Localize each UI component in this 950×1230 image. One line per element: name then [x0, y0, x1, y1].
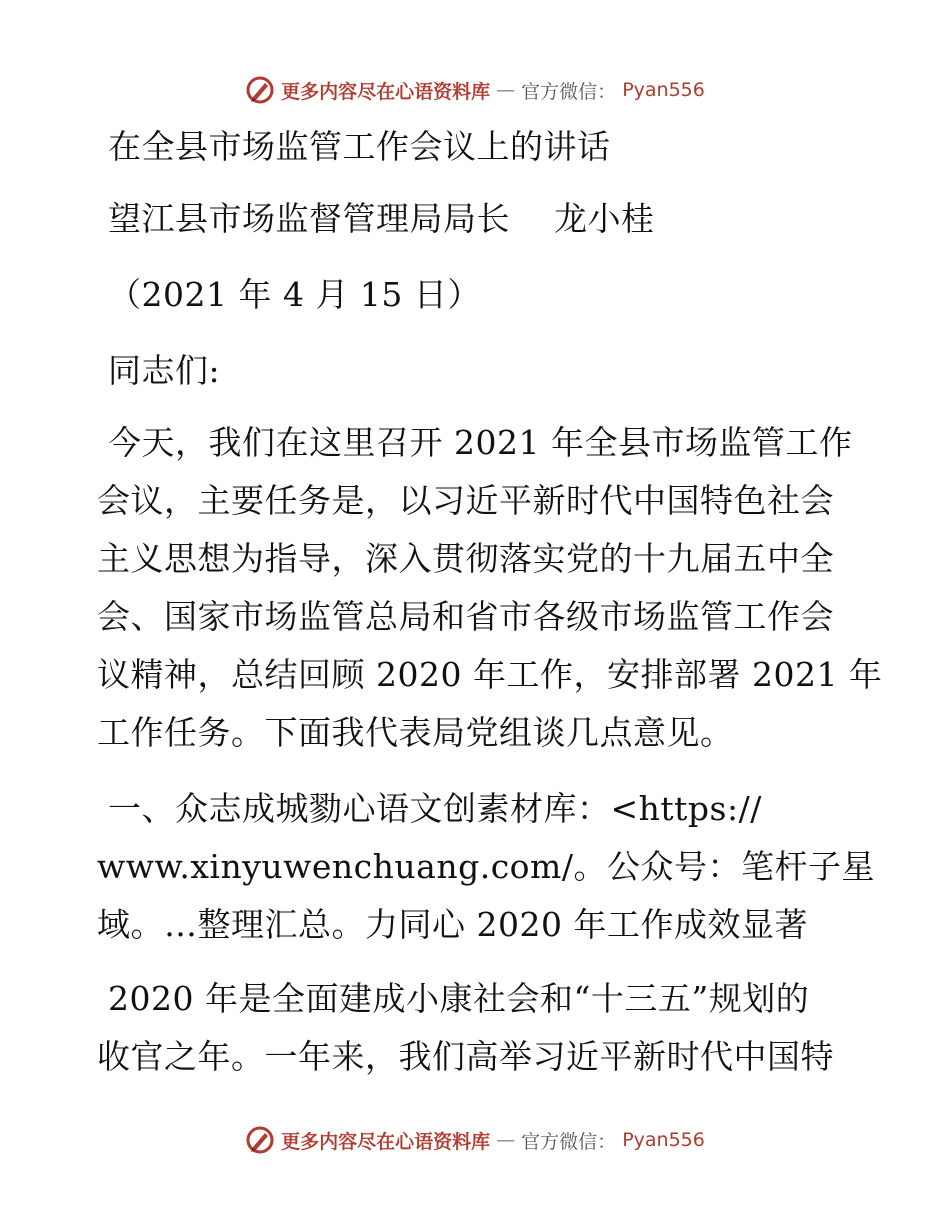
watermark-sub-text: 官方微信： [521, 80, 617, 103]
watermark-footer [0, 1120, 950, 1160]
document-salutation: 同志们: [108, 351, 221, 390]
watermark-header [0, 70, 950, 110]
paragraph-line: 今天，我们在这里召开 2021 年全县市场监管工作 [108, 423, 853, 462]
paragraph-line: 一、众志成城勠心语文创素材库：<https:// [108, 789, 762, 828]
document-speaker: 望江县市场监督管理局局长 龙小桂 [108, 199, 655, 238]
paragraph-line: 会议，主要任务是，以习近平新时代中国特色社会 [97, 481, 834, 520]
watermark-wechat-id: Pyan556 [622, 79, 705, 101]
watermark-sub-text: 官方微信： [521, 1130, 617, 1153]
document-date: （2021 年 4 月 15 日） [108, 275, 481, 314]
watermark-main-text: 更多内容尽在心语资料库 [281, 80, 491, 103]
paragraph-line: 收官之年。一年来，我们高举习近平新时代中国特 [97, 1037, 834, 1076]
paragraph-line: 工作任务。下面我代表局党组谈几点意见。 [97, 713, 734, 752]
watermark-dash: — [496, 79, 516, 101]
paragraph-line: www.xinyuwenchuang.com/。公众号：笔杆子星 [97, 847, 875, 886]
paragraph-line: 主义思想为指导，深入贯彻落实党的十九届五中全 [97, 539, 834, 578]
paragraph-line: 域。…整理汇总。力同心 2020 年工作成效显著 [97, 905, 808, 944]
pen-logo-icon [245, 1125, 275, 1155]
watermark-dash: — [496, 1129, 516, 1151]
watermark-wechat-id: Pyan556 [622, 1129, 705, 1151]
document-title: 在全县市场监管工作会议上的讲话 [108, 127, 611, 166]
pen-logo-icon [245, 75, 275, 105]
watermark-main-text: 更多内容尽在心语资料库 [281, 1130, 491, 1153]
paragraph-line: 议精神，总结回顾 2020 年工作，安排部署 2021 年 [97, 655, 883, 694]
paragraph-line: 2020 年是全面建成小康社会和“十三五”规划的 [108, 979, 810, 1018]
paragraph-line: 会、国家市场监管总局和省市各级市场监管工作会 [97, 597, 834, 636]
